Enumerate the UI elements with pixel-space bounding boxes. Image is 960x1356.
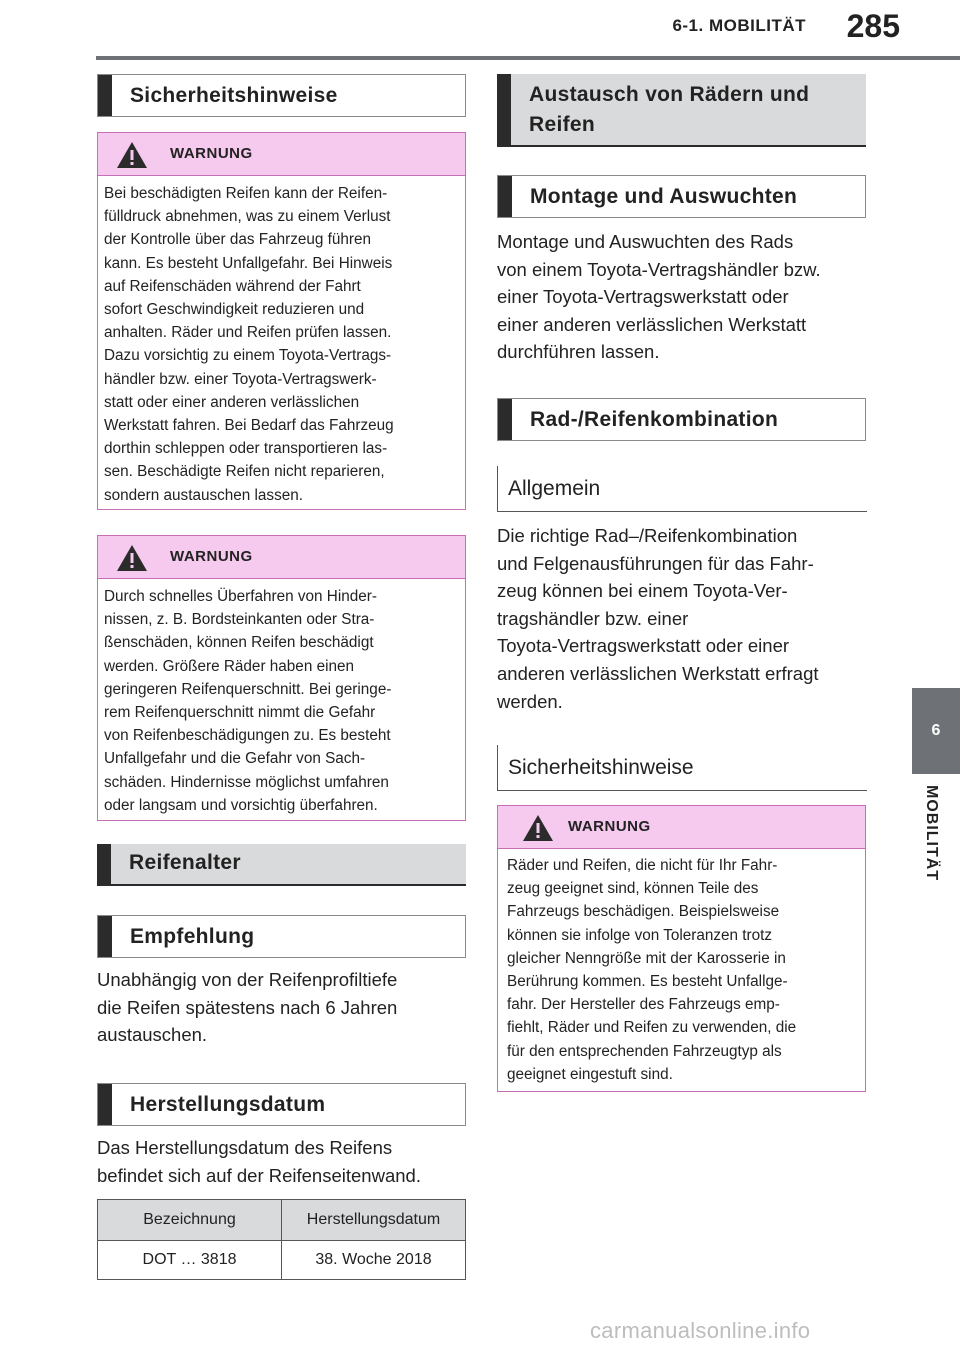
heading-text: Herstellungsdatum — [130, 1092, 326, 1116]
warning-line: fahr. Der Hersteller des Fahrzeugs emp- — [507, 996, 780, 1014]
heading-line: Austausch von Rädern und — [529, 83, 810, 106]
warning-line: händler bzw. einer Toyota-Vertragswerk- — [104, 370, 377, 388]
warning-line: sen. Beschädigte Reifen nicht reparieren, — [104, 463, 385, 481]
warning-header — [98, 536, 465, 579]
heading-text: Reifenalter — [129, 851, 241, 874]
heading-text: Sicherheitshinweise — [130, 83, 338, 107]
warning-triangle-icon — [522, 814, 554, 842]
general-text — [497, 522, 867, 715]
warning-label: WARNUNG — [170, 145, 253, 162]
warning-line: kann. Es besteht Unfallgefahr. Bei Hinweis — [104, 254, 393, 272]
warning-line: Unfallgefahr und die Gefahr von Sach- — [104, 750, 366, 768]
warning-line: Räder und Reifen, die nicht für Ihr Fahr- — [507, 857, 778, 874]
paragraph-line: tragshändler bzw. einer — [497, 607, 689, 629]
paragraph-line: Die richtige Rad–/Reifenkombination — [497, 525, 798, 546]
subheading-general — [497, 466, 867, 512]
mounting-text — [497, 228, 867, 366]
warning-line: rem Reifenquerschnitt nimmt die Gefahr — [104, 704, 376, 722]
recommendation-text — [97, 966, 467, 1049]
warning-line: zeug geeignet sind, können Teile des — [507, 880, 759, 898]
paragraph-line: Das Herstellungsdatum des Reifens — [97, 1137, 393, 1158]
warning-box-2 — [97, 535, 466, 821]
header-divider — [96, 56, 960, 60]
warning-body — [498, 849, 865, 1086]
heading-recommendation — [97, 915, 466, 958]
paragraph-line: Toyota-Vertragswerkstatt oder einer — [497, 635, 790, 657]
warning-box-3 — [497, 805, 866, 1092]
warning-line: werden. Größere Räder haben einen — [104, 657, 355, 675]
table-row — [98, 1241, 466, 1280]
heading-exchange — [497, 74, 866, 147]
warning-line: anhalten. Räder und Reifen prüfen lassen. — [104, 324, 392, 342]
warning-line: für den entsprechenden Fahrzeugtyp als — [507, 1042, 782, 1060]
subheading-text: Sicherheitshinweise — [508, 755, 694, 779]
warning-label: WARNUNG — [568, 818, 651, 835]
warning-line: Fahrzeugs beschädigen. Beispielsweise — [507, 903, 780, 921]
warning-line: dorthin schleppen oder transportieren las- — [104, 440, 388, 458]
subheading-safety — [497, 745, 867, 791]
paragraph-line: und Felgenausführungen für das Fahr- — [497, 552, 814, 574]
warning-line: auf Reifenschäden während der Fahrt — [104, 277, 361, 295]
warning-line: fiehlt, Räder und Reifen zu verwenden, die — [507, 1019, 797, 1037]
warning-line: geringeren Reifenquerschnitt. Bei geringe- — [104, 680, 392, 698]
paragraph-line: werden. — [497, 690, 563, 712]
heading-line: Reifen — [529, 113, 595, 136]
heading-text: Rad-/Reifenkombination — [530, 407, 779, 431]
manufacture-date-table — [97, 1199, 466, 1280]
warning-line: Berührung kommen. Es besteht Unfallge- — [507, 973, 788, 991]
heading-text: Empfehlung — [130, 924, 255, 948]
warning-line: sondern austauschen lassen. — [104, 486, 303, 504]
warning-line: gleicher Nenngröße mit der Karosserie in — [507, 949, 786, 967]
watermark: carmanualsonline.info — [590, 1318, 811, 1343]
warning-line: Werkstatt fahren. Bei Bedarf das Fahrzeug — [104, 417, 394, 435]
chapter-tab[interactable] — [912, 688, 960, 774]
paragraph-line: Unabhängig von der Reifenprofiltiefe — [97, 969, 398, 990]
paragraph-line: austauschen. — [97, 1024, 208, 1046]
paragraph-line: durchführen lassen. — [497, 341, 660, 363]
heading-text: Montage und Auswuchten — [530, 184, 798, 208]
manufacture-text — [97, 1134, 477, 1189]
warning-header — [98, 133, 465, 176]
table-cell: 38. Woche 2018 — [282, 1241, 466, 1280]
section-title: 6-1. MOBILITÄT — [672, 16, 806, 35]
warning-triangle-icon — [116, 544, 148, 572]
warning-line: fülldruck abnehmen, was zu einem Verlust — [104, 208, 391, 226]
warning-line: schäden. Hindernisse möglichst umfahren — [104, 773, 389, 791]
warning-header — [498, 806, 865, 849]
warning-line: Dazu vorsichtig zu einem Toyota-Vertrags- — [104, 347, 392, 365]
paragraph-line: befindet sich auf der Reifenseitenwand. — [97, 1164, 421, 1186]
heading-tire-age — [97, 844, 466, 886]
warning-line: nissen, z. B. Bordsteinkanten oder Stra- — [104, 611, 375, 629]
chapter-label-container — [914, 785, 958, 905]
warning-triangle-icon — [116, 141, 148, 169]
warning-line: Bei beschädigten Reifen kann der Reifen- — [104, 185, 388, 202]
page-number: 285 — [846, 8, 900, 44]
paragraph-line: Montage und Auswuchten des Rads — [497, 231, 794, 252]
warning-line: können sie infolge von Toleranzen trotz — [507, 926, 773, 944]
paragraph-line: die Reifen spätestens nach 6 Jahren — [97, 996, 398, 1018]
table-header-row — [98, 1200, 466, 1241]
heading-safety-notes — [97, 74, 466, 117]
heading-manufacture-date — [97, 1083, 466, 1126]
paragraph-line: von einem Toyota-Vertragshändler bzw. — [497, 258, 821, 280]
subheading-text: Allgemein — [508, 476, 601, 500]
warning-line: der Kontrolle über das Fahrzeug führen — [104, 231, 372, 249]
table-header-cell: Herstellungsdatum — [282, 1200, 466, 1241]
heading-mounting — [497, 175, 866, 218]
chapter-label: MOBILITÄT — [923, 785, 940, 882]
paragraph-line: anderen verlässlichen Werkstatt erfragt — [497, 662, 819, 684]
warning-line: Durch schnelles Überfahren von Hinder- — [104, 588, 377, 605]
warning-line: von Reifenbeschädigungen zu. Es besteht — [104, 727, 391, 745]
warning-body — [98, 176, 465, 507]
warning-line: sofort Geschwindigkeit reduzieren und — [104, 301, 365, 319]
table-cell: DOT … 3818 — [98, 1241, 282, 1280]
heading-combination — [497, 398, 866, 441]
warning-body — [98, 579, 465, 817]
warning-line: ßenschäden, können Reifen beschädigt — [104, 634, 374, 652]
paragraph-line: zeug können bei einem Toyota-Ver- — [497, 580, 788, 602]
warning-line: statt oder einer anderen verlässlichen — [104, 393, 360, 411]
warning-label: WARNUNG — [170, 548, 253, 565]
paragraph-line: einer Toyota-Vertragswerkstatt oder — [497, 286, 789, 308]
heading-text — [511, 74, 809, 145]
table-header-cell: Bezeichnung — [98, 1200, 282, 1241]
chapter-number: 6 — [931, 722, 941, 739]
paragraph-line: einer anderen verlässlichen Werkstatt — [497, 313, 807, 335]
warning-box-1 — [97, 132, 466, 510]
warning-line: oder langsam und vorsichtig überfahren. — [104, 796, 378, 814]
warning-line: geeignet eingestuft sind. — [507, 1065, 673, 1083]
